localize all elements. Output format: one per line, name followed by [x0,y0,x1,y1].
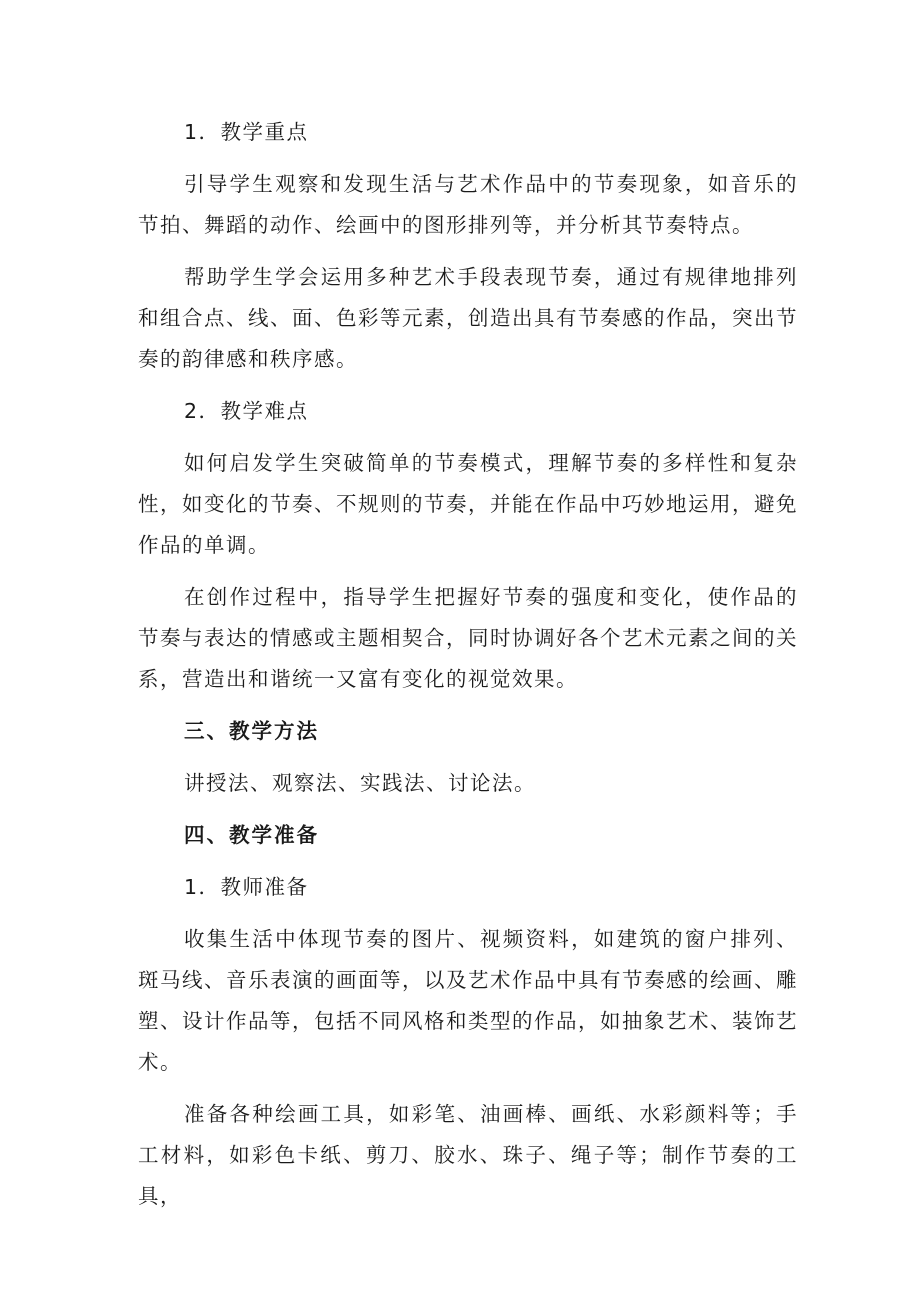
subheading-teacher-preparation: 1．教师准备 [184,875,309,899]
paragraph-preparation-materials: 收集生活中体现节奏的图片、视频资料，如建筑的窗户排列、斑马线、音乐表演的画面等，以及艺术作品中具有节奏感的绘画、雕塑、设计作品等，包括不同风格和类型的作品，如抽象艺术、装饰艺术。 [138,927,798,1074]
paragraph-focus-express: 帮助学生学会运用多种艺术手段表现节奏，通过有规律地排列和组合点、线、面、色彩等元素，创造出具有节奏感的作品，突出节奏的韵律感和秩序感。 [138,265,798,371]
paragraph-preparation-tools: 准备各种绘画工具，如彩笔、油画棒、画纸、水彩颜料等；手工材料，如彩色卡纸、剪刀、胶水、珠子、绳子等；制作节奏的工具， [138,1102,798,1208]
document-body [138,112,798,1228]
paragraph-difficulty-creation: 在创作过程中，指导学生把握好节奏的强度和变化，使作品的节奏与表达的情感或主题相契合，同时协调好各个艺术元素之间的关系，营造出和谐统一又富有变化的视觉效果。 [138,585,798,691]
section-heading-teaching-focus: 1．教学重点 [184,120,309,144]
section-heading-teaching-preparation: 四、教学准备 [184,823,319,847]
section-heading-teaching-difficulty: 2．教学难点 [184,399,309,423]
section-heading-teaching-methods: 三、教学方法 [184,719,319,743]
paragraph-difficulty-variety: 如何启发学生突破简单的节奏模式，理解节奏的多样性和复杂性，如变化的节奏、不规则的节奏，并能在作品中巧妙地运用，避免作品的单调。 [138,451,798,557]
paragraph-focus-observe: 引导学生观察和发现生活与艺术作品中的节奏现象，如音乐的节拍、舞蹈的动作、绘画中的图形排列等，并分析其节奏特点。 [138,172,798,237]
paragraph-methods: 讲授法、观察法、实践法、讨论法。 [184,771,536,795]
